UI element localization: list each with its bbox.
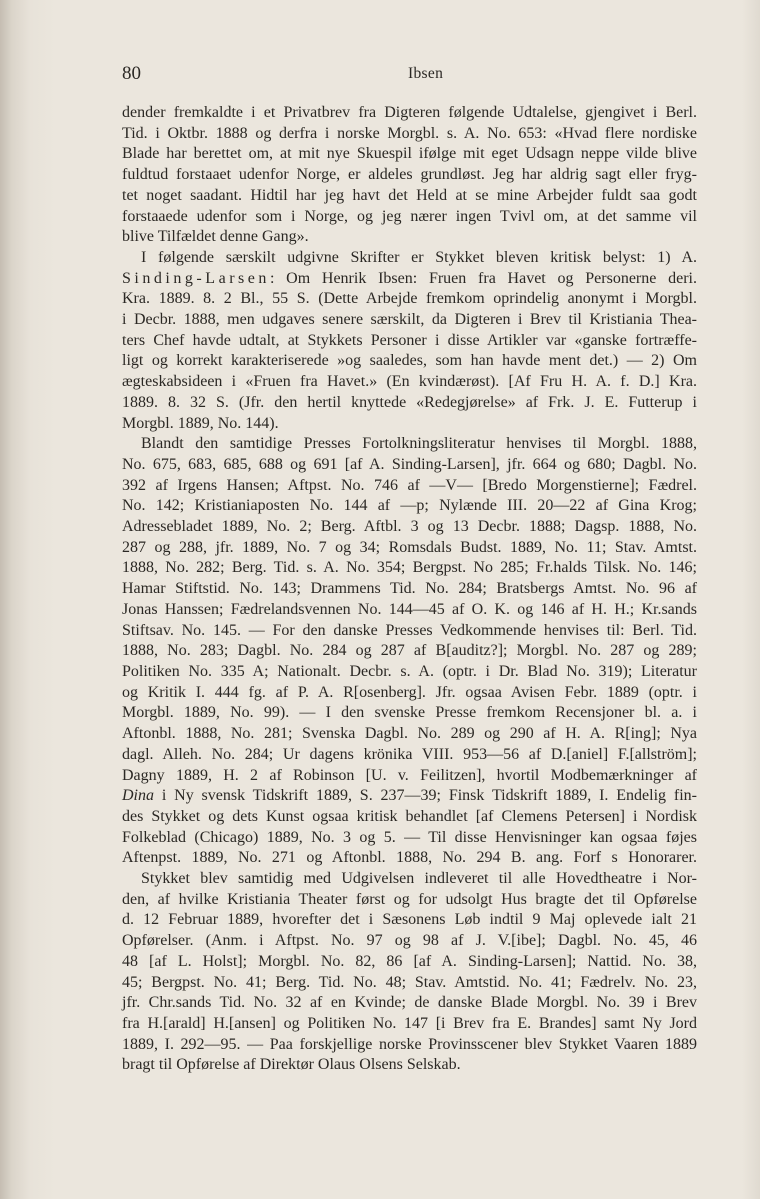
text-line: 1888, No. 282; Berg. Tid. s. A. No. 354; Bergpst. No 285; Fr.halds Tilsk. No. 146; <box>122 559 697 577</box>
text-line: Stykket blev samtidig med Udgivelsen indleveret til alle Hovedtheatre i Nor- <box>141 870 697 888</box>
text-line: i Decbr. 1888, men udgaves senere særskilt, da Digteren i Brev til Kristiania Thea- <box>122 311 697 329</box>
text-line <box>122 269 697 290</box>
text-line: ægteskabsideen i «Fruen fra Havet.» (En kvindærøst). [Af Fru H. A. f. D.] Kra. <box>122 373 697 391</box>
text-line: Morgbl. 1889, No. 144). <box>122 414 279 432</box>
paragraph-4 <box>122 869 697 1076</box>
text-line: No. 675, 683, 685, 688 og 691 [af A. Sinding-Larsen], jfr. 664 og 680; Dagbl. No. <box>122 455 697 473</box>
text-line: blive Tilfældet denne Gang». <box>122 228 309 246</box>
text-line: jfr. Chr.sands Tid. No. 32 af en Kvinde; de danske Blade Morgbl. No. 39 i Brev <box>122 994 697 1012</box>
text-line: Folkeblad (Chicago) 1889, No. 3 og 5. — Til disse Henvisninger kan ogsaa føjes <box>122 828 697 846</box>
text-line: Jonas Hanssen; Fædrelandsvennen No. 144—45 af O. K. og 146 af H. H.; Kr.sands <box>122 600 697 618</box>
text-line: 1889. 8. 32 S. (Jfr. den hertil knyttede «Redegjørelse» af Frk. J. E. Futterup i <box>122 393 697 411</box>
text-line: 287 og 288, jfr. 1889, No. 7 og 34; Romsdals Budst. 1889, No. 11; Stav. Amtst. <box>122 538 697 556</box>
text-line: ligt og korrekt karakteriserede »og saaledes, som han havde ment det.) — 2) Om <box>122 352 697 370</box>
text-line: fuldtud forstaaet udenfor Norge, er aldeles grundløst. Jeg har aldrig sagt eller fryg- <box>122 166 697 184</box>
text-line: fra H.[arald] H.[ansen] og Politiken No. 147 [i Brev fra E. Brandes] samt Ny Jord <box>122 1014 697 1032</box>
text-line: Morgbl. 1889, No. 99). — I den svenske Presse fremkom Recensjoner bl. a. i <box>122 704 697 722</box>
text-line: 48 [af L. Holst]; Morgbl. No. 82, 86 [af A. Sinding-Larsen]; Nattid. No. 38, <box>122 952 697 970</box>
text-line: 45; Bergpst. No. 41; Berg. Tid. No. 48; Stav. Amtstid. No. 41; Fædrelv. No. 23, <box>122 973 697 991</box>
text-line: 392 af Irgens Hansen; Aftpst. No. 746 af —V— [Bredo Morgenstierne]; Fædrel. <box>122 476 697 494</box>
text-line: 1888, No. 283; Dagbl. No. 284 og 287 af B[auditz?]; Morgbl. No. 287 og 289; <box>122 642 697 660</box>
paragraph-1 <box>122 103 697 248</box>
paragraph-3 <box>122 434 697 869</box>
text-line: d. 12 Februar 1889, hvorefter det i Sæsonens Løb indtil 9 Maj oplevede ialt 21 <box>122 911 697 929</box>
text-line: dagl. Alleh. No. 284; Ur dagens krönika VIII. 953—56 af D.[aniel] F.[allström]; <box>122 745 697 763</box>
text-line: dender fremkaldte i et Privatbrev fra Digteren følgende Udtalelse, gjengivet i Berl. <box>122 104 697 121</box>
text-line: Aftenpst. 1889, No. 271 og Aftonbl. 1888, No. 294 B. ang. Forf s Honorarer. <box>122 849 697 867</box>
text-line: Politiken No. 335 A; Nationalt. Decbr. s. A. (optr. i Dr. Blad No. 319); Literatur <box>122 662 697 680</box>
text-segment: i Ny svensk Tidskrift 1889, S. 237—39; Finsk Tidskrift 1889, I. Endelig fin- <box>154 787 697 805</box>
text-line: Blade har berettet om, at mit nye Skuespil ifølge mit eget Udsagn neppe vilde blive <box>122 145 697 163</box>
text-line: den, af hvilke Kristiania Theater først og for udsolgt Hus bragte det til Opførelse <box>122 890 697 908</box>
text-line: Blandt den samtidige Presses Fortolkningsliteratur henvises til Morgbl. 1888, <box>141 435 697 453</box>
text-segment: : Om Henrik Ibsen: Fruen fra Havet og Personerne deri. <box>269 269 697 287</box>
running-title: Ibsen <box>408 65 444 82</box>
text-line: 1889, I. 292—95. — Paa forskjellige norske Provinsscener blev Stykket Vaaren 1889 <box>122 1035 697 1053</box>
text-line: og Kritik I. 444 fg. af P. A. R[osenberg]. Jfr. ogsaa Avisen Febr. 1889 (optr. i <box>122 683 697 701</box>
text-line: bragt til Opførelse af Direktør Olaus Olsens Selskab. <box>122 1056 461 1074</box>
text-line: Dagny 1889, H. 2 af Robinson [U. v. Feilitzen], hvortil Modbemærkninger af <box>122 766 697 784</box>
text-line: Opførelser. (Anm. i Aftpst. No. 97 og 98 af J. V.[ibe]; Dagbl. No. 45, 46 <box>122 932 697 950</box>
page-number: 80 <box>122 63 141 84</box>
text-line: Stiftsav. No. 145. — For den danske Presses Vedkommende henvises til: Berl. Tid. <box>122 621 697 639</box>
paragraph-2 <box>122 248 697 434</box>
text-line: des Stykket og dets Kunst ogsaa kritisk behandlet [af Clemens Petersen] i Nordisk <box>122 807 697 825</box>
text-line: tet noget saadant. Hidtil har jeg havt det Held at se mine Arbejder fuldt saa godt <box>122 186 697 204</box>
text-line: I følgende særskilt udgivne Skrifter er Stykket bleven kritisk belyst: 1) A. <box>141 248 697 266</box>
text-line: ters Chef havde udtalt, at Stykkets Personer i disse Artikler var «ganske fortræffe- <box>122 331 697 349</box>
text-line: Tid. i Oktbr. 1888 og derfra i norske Morgbl. s. A. No. 653: «Hvad flere nordiske <box>122 124 697 142</box>
spaced-author-name: Sinding-Larsen <box>122 269 270 287</box>
text-line: Adressebladet 1889, No. 2; Berg. Aftbl. 3 og 13 Decbr. 1888; Dagsp. 1888, No. <box>122 518 697 536</box>
italic-pseudonym: Dina <box>122 787 154 805</box>
text-line: No. 142; Kristianiaposten No. 144 af —p; Nylænde III. 20—22 af Gina Krog; <box>122 497 697 515</box>
body-text <box>122 103 697 1076</box>
text-line: Hamar Stiftstid. No. 143; Drammens Tid. No. 284; Bratsbergs Amtst. No. 96 af <box>122 580 697 598</box>
text-line: Kra. 1889. 8. 2 Bl., 55 S. (Dette Arbejde fremkom oprindelig anonymt i Morgbl. <box>122 290 697 308</box>
text-line: Aftonbl. 1888, No. 281; Svenska Dagbl. No. 289 og 290 af H. A. R[ing]; Nya <box>122 725 697 743</box>
text-line <box>122 786 697 807</box>
text-line: forstaaede udenfor som i Norge, og jeg nærer ingen Tvivl om, at det samme vil <box>122 207 697 225</box>
